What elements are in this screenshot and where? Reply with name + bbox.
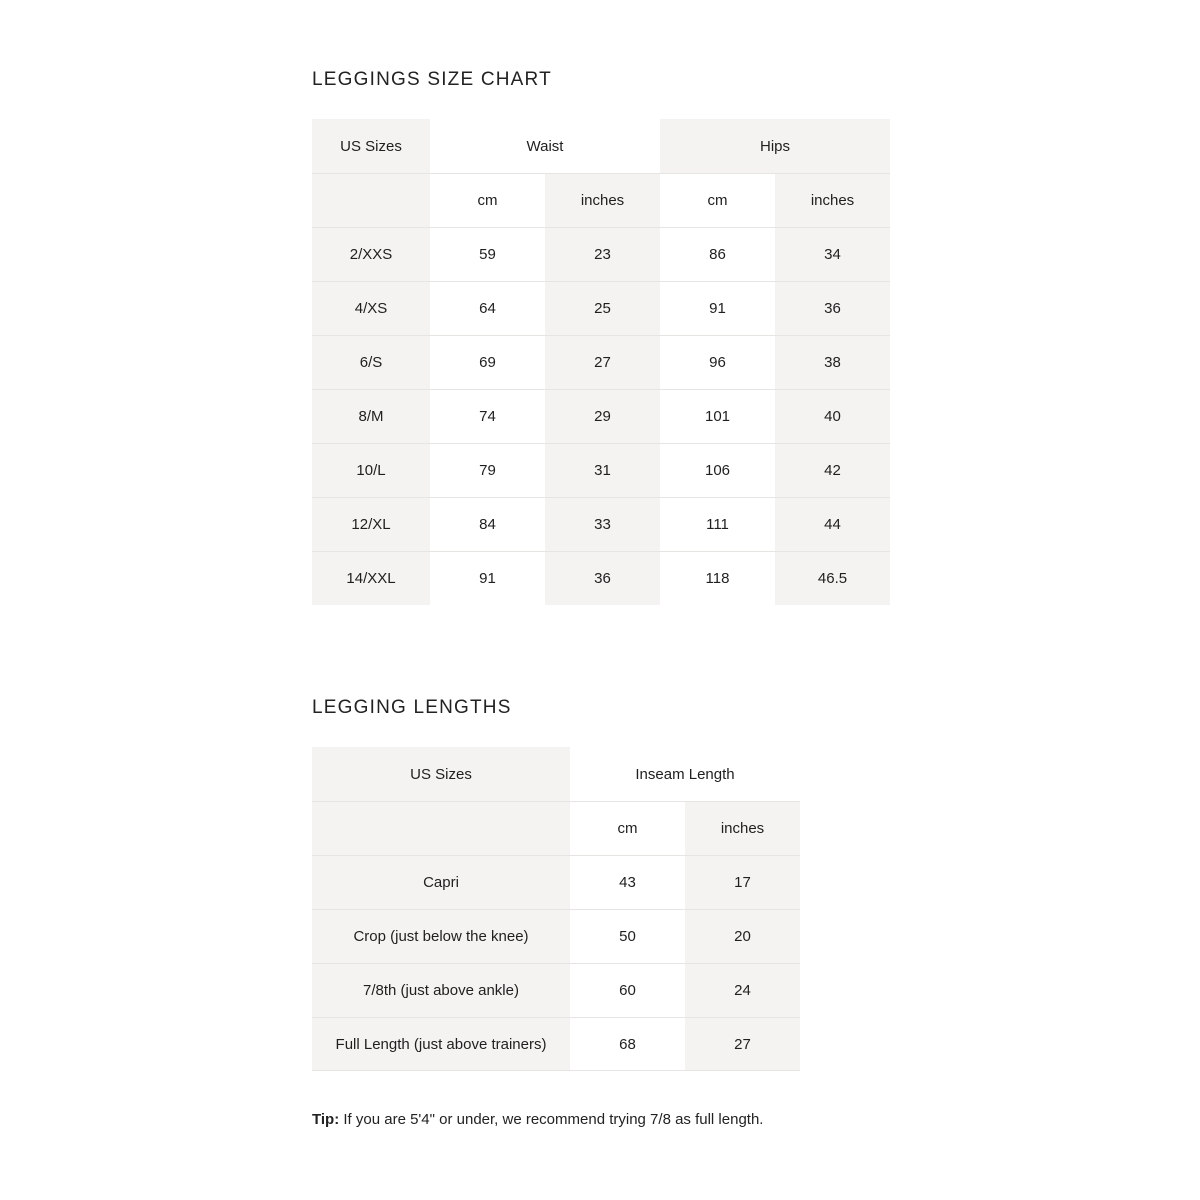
size-cell: 12/XL: [312, 497, 430, 551]
tip-text: If you are 5'4" or under, we recommend trying 7/8 as full length.: [339, 1111, 764, 1128]
hips-cm-cell: 86: [660, 227, 775, 281]
row-divider: [312, 443, 890, 444]
inseam-inches-cell: 27: [685, 1017, 800, 1071]
waist-cm-cell: 79: [430, 443, 545, 497]
inseam-cm-cell: 50: [570, 909, 685, 963]
style-cell: 7/8th (just above ankle): [312, 963, 570, 1017]
hips-cm-cell: 111: [660, 497, 775, 551]
waist-inches-cell: 29: [545, 389, 660, 443]
hips-cm-cell: 101: [660, 389, 775, 443]
row-divider: [312, 1070, 800, 1071]
size-cell: 8/M: [312, 389, 430, 443]
inseam-inches-cell: 20: [685, 909, 800, 963]
leggings-size-table: [312, 119, 890, 605]
row-divider: [312, 497, 890, 498]
hips-inches-cell: 36: [775, 281, 890, 335]
waist-cm-cell: 84: [430, 497, 545, 551]
style-cell: Full Length (just above trainers): [312, 1017, 570, 1071]
header-inseam-inches: inches: [685, 801, 800, 855]
waist-inches-cell: 33: [545, 497, 660, 551]
row-divider: [312, 173, 890, 174]
inseam-cm-cell: 43: [570, 855, 685, 909]
header-us-sizes: US Sizes: [312, 119, 430, 173]
hips-inches-cell: 38: [775, 335, 890, 389]
waist-inches-cell: 27: [545, 335, 660, 389]
row-divider: [312, 1017, 800, 1018]
waist-cm-cell: 59: [430, 227, 545, 281]
waist-inches-cell: 31: [545, 443, 660, 497]
header-us-sizes: US Sizes: [312, 747, 570, 801]
row-divider: [312, 963, 800, 964]
waist-cm-cell: 91: [430, 551, 545, 605]
row-divider: [312, 551, 890, 552]
inseam-cm-cell: 60: [570, 963, 685, 1017]
size-cell: 14/XXL: [312, 551, 430, 605]
row-divider: [312, 909, 800, 910]
header-waist: Waist: [430, 119, 660, 173]
waist-inches-cell: 36: [545, 551, 660, 605]
header-hips: Hips: [660, 119, 890, 173]
waist-cm-cell: 74: [430, 389, 545, 443]
row-divider: [312, 281, 890, 282]
size-chart-title: LEGGINGS SIZE CHART: [312, 69, 552, 90]
style-cell: Crop (just below the knee): [312, 909, 570, 963]
hips-inches-cell: 44: [775, 497, 890, 551]
lengths-chart-title: LEGGING LENGTHS: [312, 697, 512, 718]
hips-inches-cell: 40: [775, 389, 890, 443]
row-divider: [312, 335, 890, 336]
header-inseam-cm: cm: [570, 801, 685, 855]
inseam-inches-cell: 24: [685, 963, 800, 1017]
size-cell: 6/S: [312, 335, 430, 389]
row-divider: [312, 855, 800, 856]
header-waist-cm: cm: [430, 173, 545, 227]
legging-lengths-table: [312, 747, 800, 1071]
header-empty-cell: [312, 801, 570, 855]
size-cell: 2/XXS: [312, 227, 430, 281]
hips-cm-cell: 91: [660, 281, 775, 335]
header-waist-inches: inches: [545, 173, 660, 227]
hips-inches-cell: 46.5: [775, 551, 890, 605]
hips-cm-cell: 118: [660, 551, 775, 605]
row-divider: [312, 389, 890, 390]
inseam-cm-cell: 68: [570, 1017, 685, 1071]
row-divider: [312, 227, 890, 228]
hips-inches-cell: 34: [775, 227, 890, 281]
inseam-inches-cell: 17: [685, 855, 800, 909]
waist-inches-cell: 23: [545, 227, 660, 281]
style-cell: Capri: [312, 855, 570, 909]
hips-inches-cell: 42: [775, 443, 890, 497]
size-cell: 4/XS: [312, 281, 430, 335]
waist-cm-cell: 69: [430, 335, 545, 389]
header-empty-cell: [312, 173, 430, 227]
hips-cm-cell: 106: [660, 443, 775, 497]
header-inseam-length: Inseam Length: [570, 747, 800, 801]
row-divider: [312, 801, 800, 802]
header-hips-inches: inches: [775, 173, 890, 227]
waist-inches-cell: 25: [545, 281, 660, 335]
tip-label: Tip:: [312, 1111, 340, 1128]
header-hips-cm: cm: [660, 173, 775, 227]
waist-cm-cell: 64: [430, 281, 545, 335]
size-cell: 10/L: [312, 443, 430, 497]
hips-cm-cell: 96: [660, 335, 775, 389]
tip-note: [312, 1111, 763, 1128]
